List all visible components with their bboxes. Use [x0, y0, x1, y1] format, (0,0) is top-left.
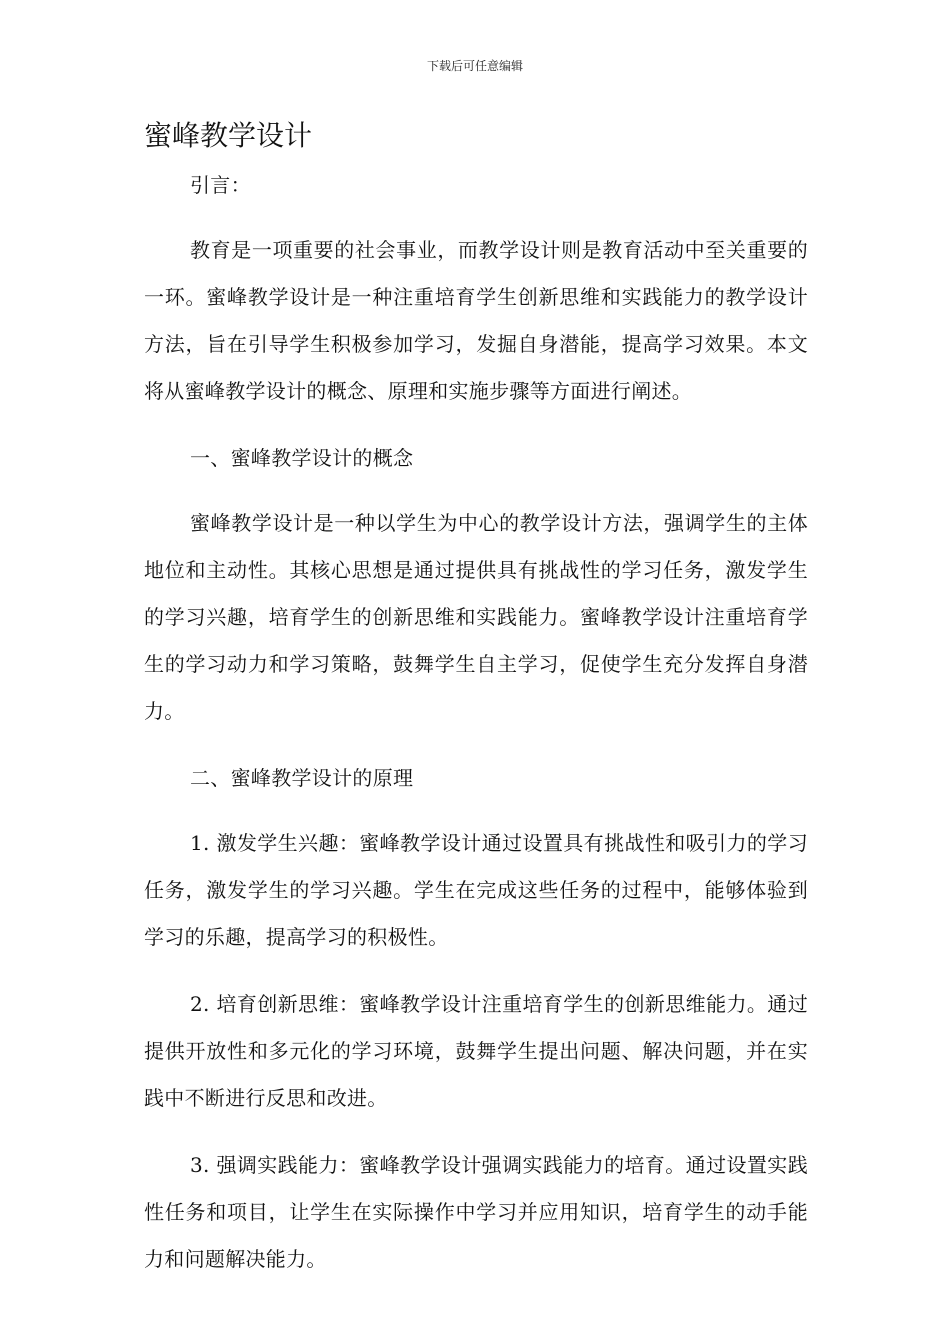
section-heading-principles: 二、蜜峰教学设计的原理 [190, 766, 414, 790]
intro-paragraph: 教育是一项重要的社会事业，而教学设计则是教育活动中至关重要的一环。蜜峰教学设计是一种注重培育学生创新思维和实践能力的教学设计方法，旨在引导学生积极参加学习，发掘自身潜能，提高学习效果。本文将从蜜峰教学设计的概念、原理和实施步骤等方面进行阐述。 [144, 238, 808, 403]
header-note: 下载后可任意编辑 [426, 59, 523, 73]
document-body [144, 162, 808, 1303]
section-heading-concept: 一、蜜峰教学设计的概念 [190, 446, 414, 470]
principle-item-innovation: 2. 培育创新思维：蜜峰教学设计注重培育学生的创新思维能力。通过提供开放性和多元化的学习环境，鼓舞学生提出问题、解决问题，并在实践中不断进行反思和改进。 [144, 992, 808, 1110]
page-title: 蜜峰教学设计 [144, 119, 313, 152]
concept-paragraph: 蜜峰教学设计是一种以学生为中心的教学设计方法，强调学生的主体地位和主动性。其核心思想是通过提供具有挑战性的学习任务，激发学生的学习兴趣，培育学生的创新思维和实践能力。蜜峰教学设计注重培育学生的学习动力和学习策略，鼓舞学生自主学习，促使学生充分发挥自身潜力。 [144, 511, 808, 723]
principle-item-interest: 1. 激发学生兴趣：蜜峰教学设计通过设置具有挑战性和吸引力的学习任务，激发学生的学习兴趣。学生在完成这些任务的过程中，能够体验到学习的乐趣，提高学习的积极性。 [144, 831, 808, 949]
principle-item-practice: 3. 强调实践能力：蜜峰教学设计强调实践能力的培育。通过设置实践性任务和项目，让学生在实际操作中学习并应用知识，培育学生的动手能力和问题解决能力。 [144, 1153, 808, 1271]
intro-label: 引言： [190, 173, 251, 197]
